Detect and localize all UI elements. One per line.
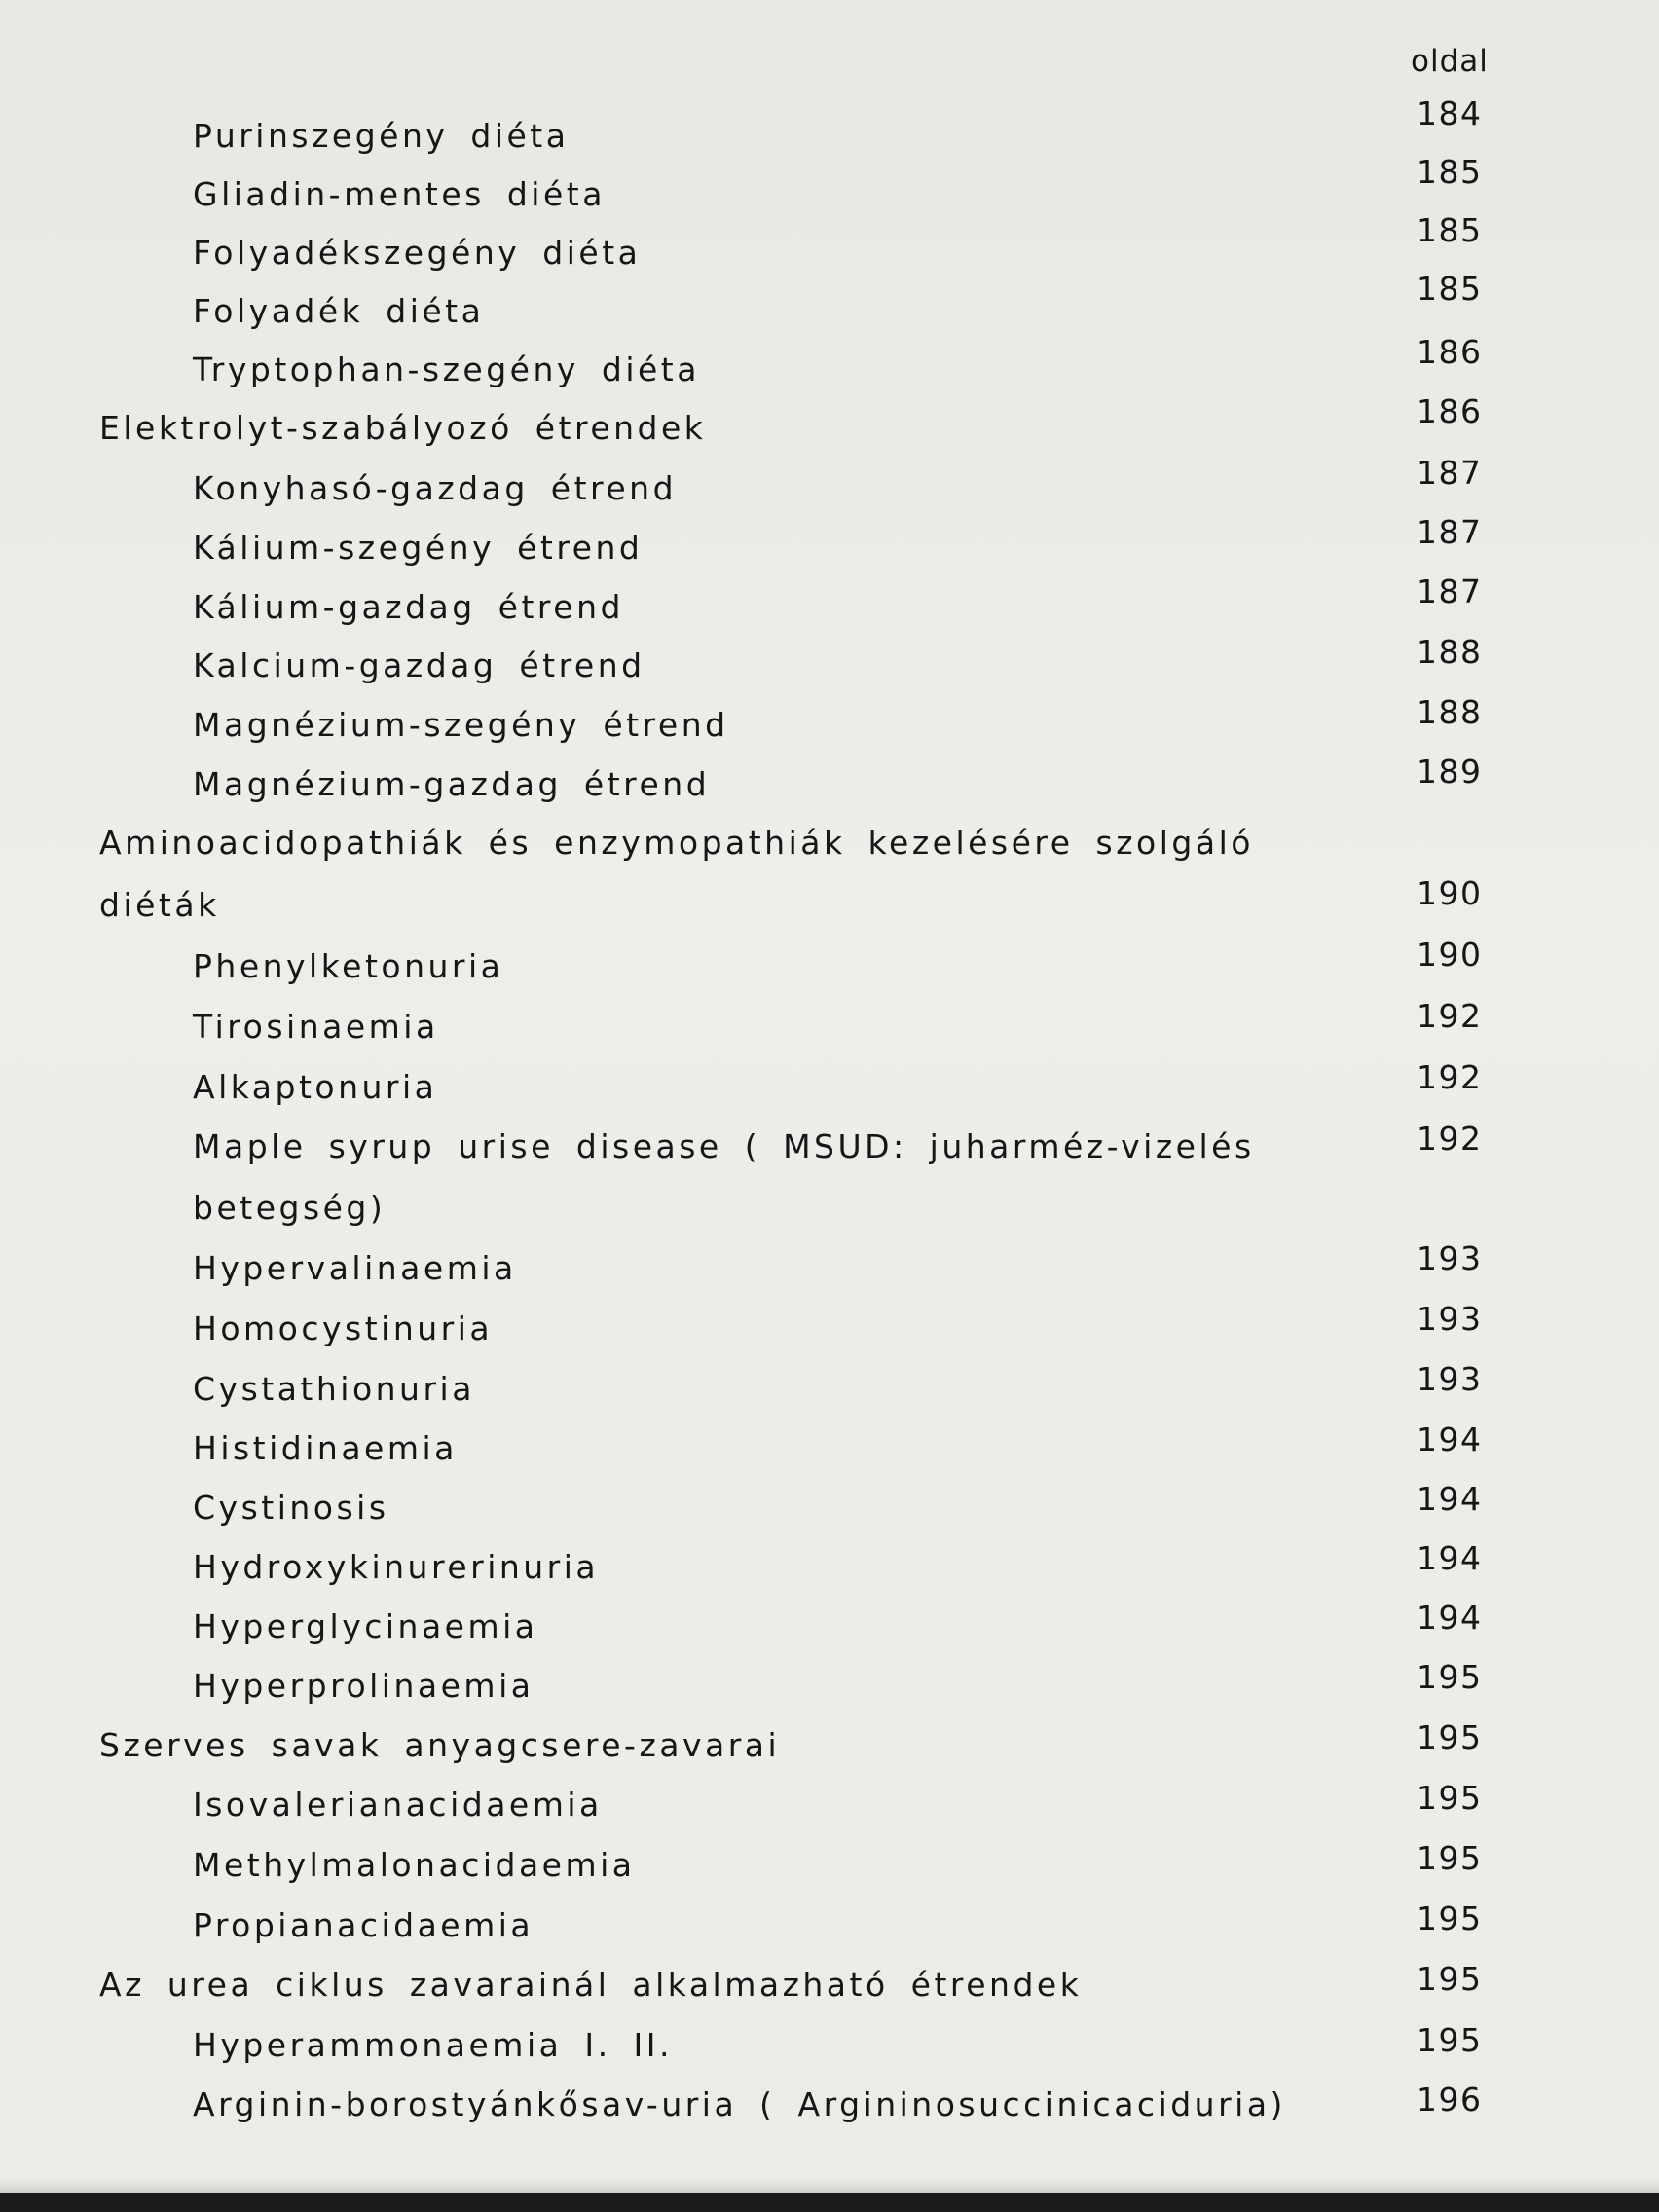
toc-page-number: 189: [1417, 753, 1483, 791]
toc-page-number: 190: [1417, 874, 1483, 912]
toc-page-number: 193: [1417, 1360, 1483, 1398]
toc-page-number: 194: [1417, 1599, 1483, 1637]
toc-section-aminoacidopathiak: Aminoacidopathiák és enzymopathiák kezelésére szolgáló: [99, 824, 1254, 862]
toc-entry-magnezium-szegeny-etrend: Magnézium-szegény étrend: [193, 706, 729, 744]
toc-entry-konyhaso-gazdag-etrend: Konyhasó-gazdag étrend: [193, 469, 678, 507]
toc-entry-hyperammonaemia: Hyperammonaemia I. II.: [193, 2026, 673, 2064]
toc-entry-tryptophan-szegeny-dieta: Tryptophan-szegény diéta: [193, 350, 700, 388]
toc-page-number: 194: [1417, 1539, 1483, 1577]
toc-page-number: 187: [1417, 572, 1483, 610]
toc-page-number: 185: [1417, 153, 1483, 191]
toc-page-number: 187: [1417, 513, 1483, 551]
toc-entry-maple-syrup-urine-disease: Maple syrup urise disease ( MSUD: juharméz-vizelés: [193, 1127, 1255, 1165]
toc-entry-gliadin-mentes-dieta: Gliadin-mentes diéta: [193, 175, 606, 213]
toc-entry-homocystinuria: Homocystinuria: [193, 1309, 494, 1347]
toc-page-number: 196: [1417, 2081, 1483, 2119]
toc-page-number: 186: [1417, 392, 1483, 430]
toc-entry-methylmalonacidaemia: Methylmalonacidaemia: [193, 1846, 636, 1884]
toc-page-number: 188: [1417, 693, 1483, 731]
page-bottom-edge: [0, 2193, 1659, 2212]
toc-section-aminoacidopathiak-continued: diéták: [99, 886, 220, 924]
toc-page-number: 192: [1417, 1120, 1483, 1158]
page-column-header: oldal: [1411, 44, 1489, 79]
toc-page-number: 194: [1417, 1420, 1483, 1458]
toc-entry-kalium-gazdag-etrend: Kálium-gazdag étrend: [193, 588, 624, 626]
toc-page-number: 192: [1417, 997, 1483, 1035]
toc-entry-cystinosis: Cystinosis: [193, 1489, 389, 1527]
toc-page-number: 184: [1417, 94, 1483, 132]
toc-entry-kalcium-gazdag-etrend: Kalcium-gazdag étrend: [193, 646, 645, 684]
toc-page-number: 192: [1417, 1058, 1483, 1096]
toc-page-number: 193: [1417, 1239, 1483, 1277]
toc-entry-maple-syrup-urine-disease-continued: betegség): [193, 1189, 387, 1227]
toc-section-szerves-savak: Szerves savak anyagcsere-zavarai: [99, 1726, 781, 1764]
toc-entry-alkaptonuria: Alkaptonuria: [193, 1068, 438, 1106]
toc-section-elektrolyt-szabalyozo-etrendek: Elektrolyt-szabályozó étrendek: [99, 409, 707, 447]
toc-entry-arginin-borostyankosav-uria: Arginin-borostyánkősav-uria ( Argininosuccinicaciduria): [193, 2085, 1286, 2123]
toc-entry-tirosinaemia: Tirosinaemia: [193, 1008, 439, 1046]
toc-page-number: 195: [1417, 1658, 1483, 1696]
toc-entry-phenylketonuria: Phenylketonuria: [193, 947, 504, 985]
toc-entry-folyadekszegeny-dieta: Folyadékszegény diéta: [193, 234, 642, 272]
toc-entry-propianacidaemia: Propianacidaemia: [193, 1906, 535, 1944]
toc-page-number: 187: [1417, 454, 1483, 492]
toc-entry-hypervalinaemia: Hypervalinaemia: [193, 1249, 517, 1287]
toc-entry-kalium-szegeny-etrend: Kálium-szegény étrend: [193, 529, 644, 567]
page-edge-shadow: [0, 2179, 1659, 2193]
toc-entry-hydroxykinurerinuria: Hydroxykinurerinuria: [193, 1548, 600, 1586]
toc-entry-hyperglycinaemia: Hyperglycinaemia: [193, 1607, 538, 1645]
toc-page-number: 188: [1417, 633, 1483, 671]
toc-entry-hyperprolinaemia: Hyperprolinaemia: [193, 1667, 535, 1705]
toc-page-number: 186: [1417, 333, 1483, 371]
toc-page-number: 195: [1417, 1718, 1483, 1756]
toc-entry-cystathionuria: Cystathionuria: [193, 1370, 475, 1408]
toc-page-number: 190: [1417, 936, 1483, 974]
toc-section-urea-ciklus: Az urea ciklus zavarainál alkalmazható étrendek: [99, 1966, 1083, 2004]
toc-entry-folyadek-dieta: Folyadék diéta: [193, 292, 485, 330]
toc-entry-magnezium-gazdag-etrend: Magnézium-gazdag étrend: [193, 765, 711, 803]
toc-page-number: 195: [1417, 1960, 1483, 1998]
toc-page-number: 185: [1417, 211, 1483, 249]
toc-entry-isovalerianacidaemia: Isovalerianacidaemia: [193, 1786, 603, 1824]
toc-page-number: 195: [1417, 1839, 1483, 1877]
toc-entry-purinszegeny-dieta: Purinszegény diéta: [193, 117, 570, 155]
toc-page-number: 193: [1417, 1300, 1483, 1338]
toc-entry-histidinaemia: Histidinaemia: [193, 1429, 458, 1467]
toc-page-number: 195: [1417, 2021, 1483, 2059]
toc-page-number: 195: [1417, 1779, 1483, 1817]
toc-page-number: 194: [1417, 1480, 1483, 1518]
toc-page-number: 195: [1417, 1899, 1483, 1937]
toc-page-number: 185: [1417, 270, 1483, 308]
